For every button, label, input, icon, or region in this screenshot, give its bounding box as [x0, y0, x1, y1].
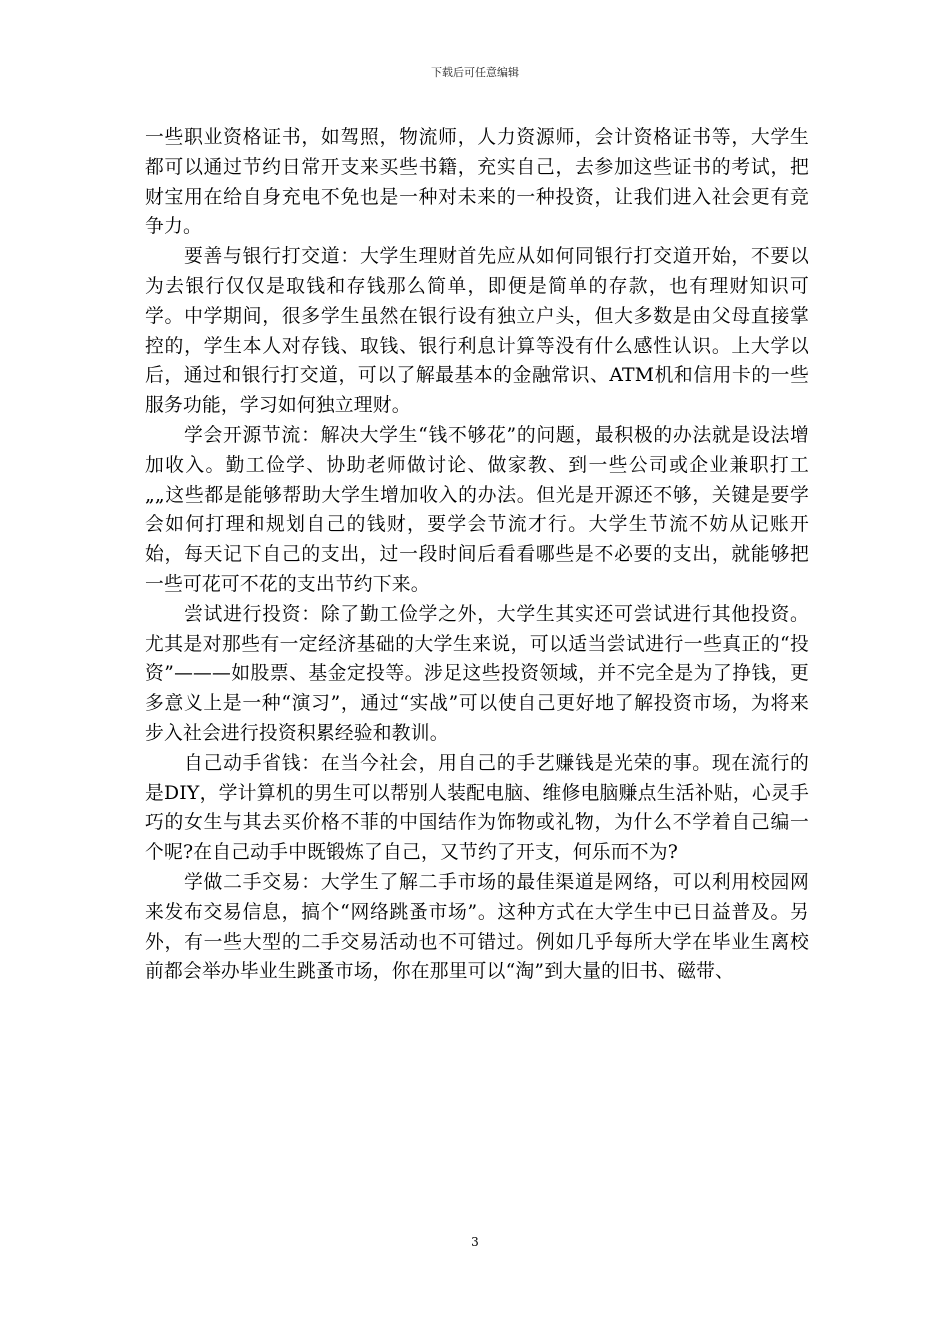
paragraph-diy: 自己动手省钱：在当今社会，用自己的手艺赚钱是光荣的事。现在流行的是DIY，学计算机的男生可以帮别人装配电脑、维修电脑赚点生活补贴，心灵手巧的女生与其去买价格不菲的中国结作为饰物或礼物，为什么不学着自己编一个呢?在自己动手中既锻炼了自己，又节约了开支，何乐而不为?: [145, 752, 809, 864]
page-header: 下载后可任意编辑: [431, 66, 519, 79]
paragraph-secondhand: 学做二手交易：大学生了解二手市场的最佳渠道是网络，可以利用校园网来发布交易信息，搞个“网络跳蚤市场”。这种方式在大学生中已日益普及。另外，有一些大型的二手交易活动也不可错过。例如几乎每所大学在毕业生离校前都会举办毕业生跳蚤市场，你在那里可以“淘”到大量的旧书、磁带、: [145, 871, 809, 983]
paragraph-bank: 要善与银行打交道：大学生理财首先应从如何同银行打交道开始，不要以为去银行仅仅是取钱和存钱那么简单，即便是简单的存款，也有理财知识可学。中学期间，很多学生虽然在银行设有独立户头，但大多数是由父母直接掌控的，学生本人对存钱、取钱、银行利息计算等没有什么感性认识。上大学以后，通过和银行打交道，可以了解最基本的金融常识、ATM机和信用卡的一些服务功能，学习如何独立理财。: [145, 246, 809, 417]
paragraph-income: 学会开源节流：解决大学生“钱不够花”的问题，最积极的办法就是设法增加收入。勤工俭学、协助老师做讨论、做家教、到一些公司或企业兼职打工„„这些都是能够帮助大学生增加收入的办法。但光是开源还不够，关键是要学会如何打理和规划自己的钱财，要学会节流才行。大学生节流不妨从记账开始，每天记下自己的支出，过一段时间后看看哪些是不必要的支出，就能够把一些可花可不花的支出节约下来。: [145, 424, 809, 595]
paragraph-continuation: 一些职业资格证书，如驾照，物流师，人力资源师，会计资格证书等，大学生都可以通过节约日常开支来买些书籍，充实自己，去参加这些证书的考试，把财宝用在给自身充电不免也是一种对未来的一种投资，让我们进入社会更有竞争力。: [145, 127, 809, 238]
paragraph-investment: 尝试进行投资：除了勤工俭学之外，大学生其实还可尝试进行其他投资。尤其是对那些有一定经济基础的大学生来说，可以适当尝试进行一些真正的“投资”———如股票、基金定投等。涉足这些投资领域，并不完全是为了挣钱，更多意义上是一种“演习”，通过“实战”可以使自己更好地了解投资市场，为将来步入社会进行投资积累经验和教训。: [145, 603, 809, 744]
document-body: [145, 123, 809, 987]
page-number: 3: [471, 1235, 479, 1249]
